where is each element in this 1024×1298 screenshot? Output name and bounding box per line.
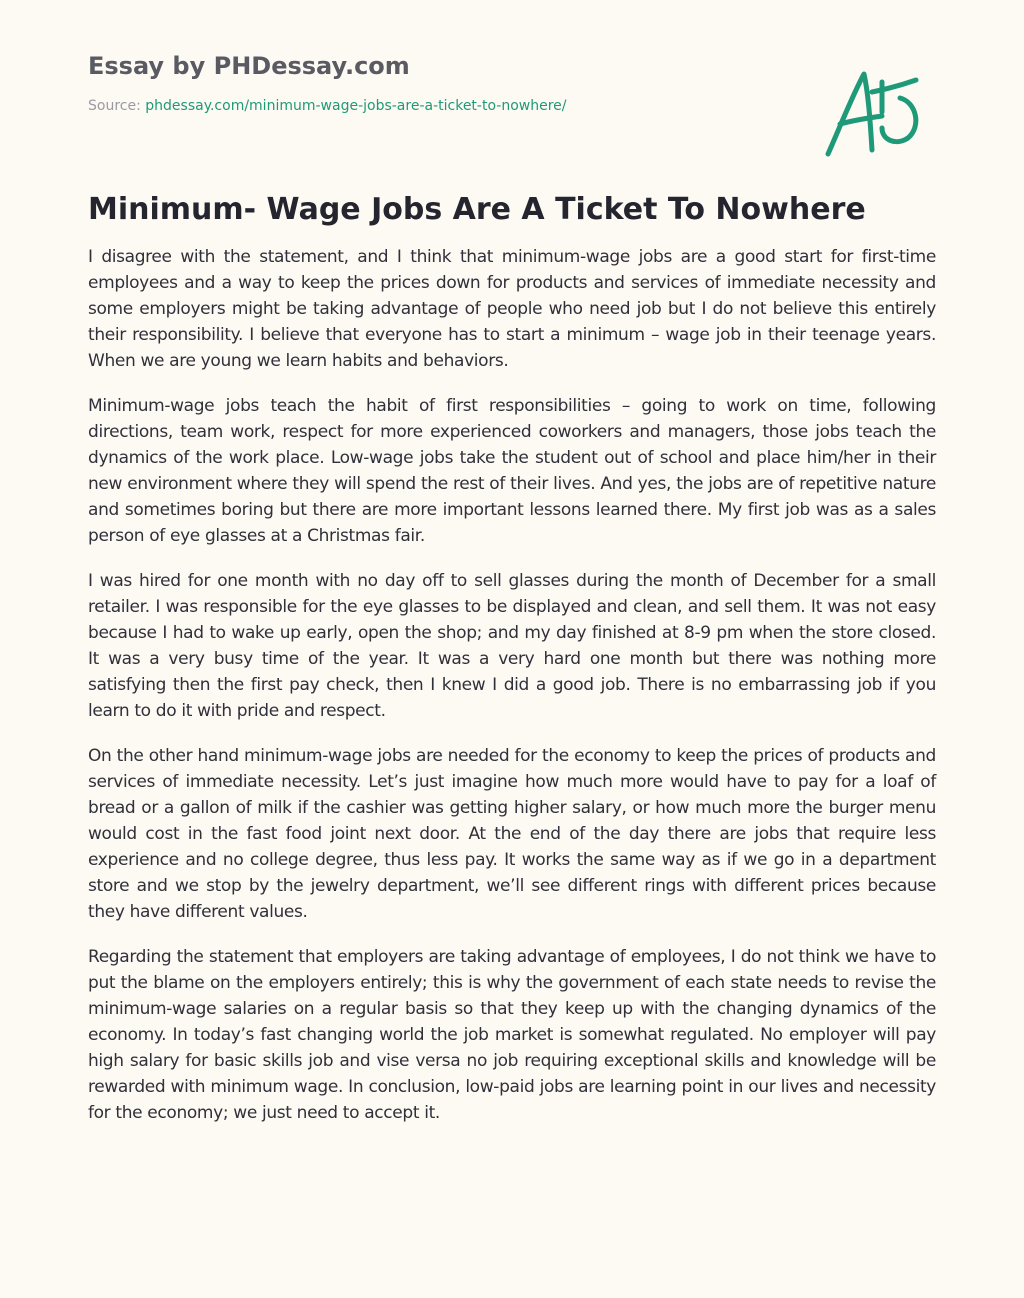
a-plus-grade-icon (820, 62, 930, 162)
source-link[interactable]: phdessay.com/minimum-wage-jobs-are-a-ticket-to-nowhere/ (145, 98, 567, 114)
essay-body (88, 244, 936, 1145)
essay-paragraph: Regarding the statement that employers are taking advantage of employees, I do not think we have to put the blame on the employers entirely; this is why the government of each state needs to revise the minimum-wage salaries on a regular basis so that they keep up with the changing dynamics of the economy. In today’s fast changing world the job market is somewhat regulated. No employer will pay high salary for basic skills job and vise versa no job requiring exceptional skills and knowledge will be rewarded with minimum wage. In conclusion, low-paid jobs are learning point in our lives and necessity for the economy; we just need to accept it. (88, 947, 936, 1123)
source-line (88, 96, 788, 116)
essay-paragraph: On the other hand minimum-wage jobs are needed for the economy to keep the prices of products and services of immediate necessity. Let’s just imagine how much more would have to pay for a loaf of bread or a gallon of milk if the cashier was getting higher salary, or how much more the burger menu would cost in the fast food joint next door. At the end of the day there are jobs that require less experience and no college degree, thus less pay. It works the same way as if we go in a department store and we stop by the jewelry department, we’ll see different rings with different prices because they have different values. (88, 746, 936, 922)
essay-paragraph: I was hired for one month with no day off to sell glasses during the month of December for a small retailer. I was responsible for the eye glasses to be displayed and clean, and sell them. It was not easy because I had to wake up early, open the shop; and my day finished at 8-9 pm when the store closed. It was a very busy time of the year. It was a very hard one month but there was nothing more satisfying then the first pay check, then I knew I did a good job. There is no embarrassing job if you learn to do it with pride and respect. (88, 571, 936, 721)
source-label: Source: (88, 98, 146, 114)
essay-paragraph: Minimum-wage jobs teach the habit of first responsibilities – going to work on time, following directions, team work, respect for more experienced coworkers and managers, those jobs teach the dynamics of the work place. Low-wage jobs take the student out of school and place him/her in their new environment where they will spend the rest of their lives. And yes, the jobs are of repetitive nature and sometimes boring but there are more important lessons learned there. My first job was as a sales person of eye glasses at a Christmas fair. (88, 396, 936, 546)
site-brand: Essay by PHDessay.com (88, 52, 410, 80)
essay-paragraph: I disagree with the statement, and I think that minimum-wage jobs are a good start for first-time employees and a way to keep the prices down for products and services of immediate necessity and some employers might be taking advantage of people who need job but I do not believe this entirely their responsibility. I believe that everyone has to start a minimum – wage job in their teenage years. When we are young we learn habits and behaviors. (88, 247, 936, 371)
essay-title: Minimum- Wage Jobs Are A Ticket To Nowhere (88, 192, 866, 227)
page-header (88, 50, 788, 116)
